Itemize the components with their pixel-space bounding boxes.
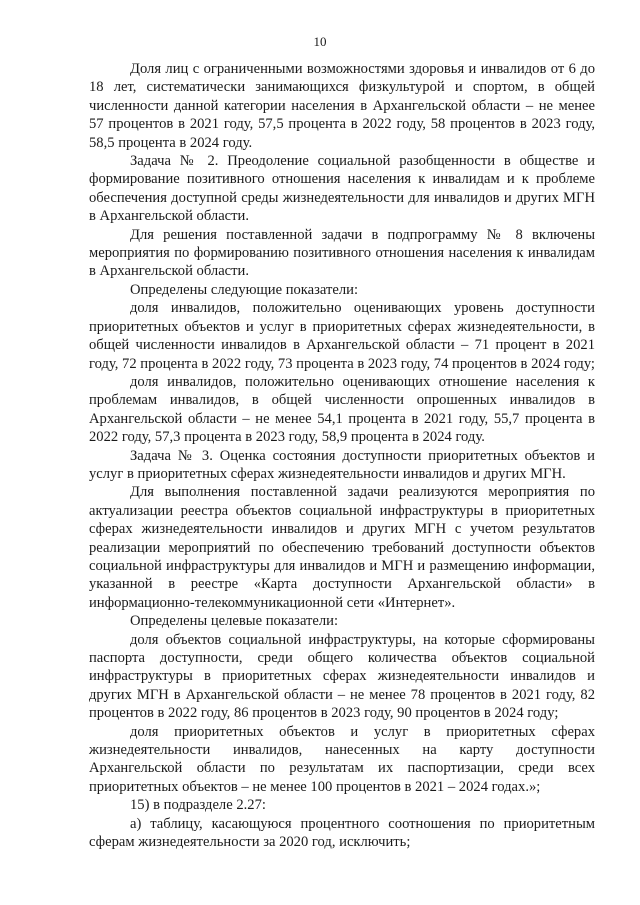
paragraph-accessibility-rating-share: доля инвалидов, положительно оценивающих уровень доступности приоритетных объектов и услуг в приоритетных сферах жизнедеятельности, в общей численности инвалидов в Архангельской области – 71 процент в 2021 году, 72 процента в 2022 году, 73 процента в 2023 году, 74 процентов в 2024 году;: [89, 300, 595, 372]
paragraph-task-2-measures: Для решения поставленной задачи в подпрограмму № 8 включены мероприятия по формированию позитивного отношения населения к инвалидам в Архангельской области.: [89, 226, 595, 280]
document-body: [89, 60, 595, 851]
paragraph-attitude-rating-share: доля инвалидов, положительно оценивающих отношение населения к проблемам инвалидов, в общей численности опрошенных инвалидов в Архангельской области – не менее 54,1 процента в 2021 году, 55,7 процента в 2022 году, 57,3 процента в 2023 году, 58,9 процента в 2024 году.: [89, 373, 595, 446]
paragraph-table-exclusion: а) таблицу, касающуюся процентного соотношения по приоритетным сферам жизнедеятельности за 2020 год, исключить;: [89, 815, 595, 851]
paragraph-indicators-intro: Определены следующие показатели:: [130, 281, 359, 298]
paragraph-passport-share: доля объектов социальной инфраструктуры, на которые сформированы паспорта доступности, среди общего количества объектов социальной инфраструктуры в приоритетных сферах жизнедеятельности инвалидов и других МГН в Архангельской области – не менее 78 процентов в 2021 году, 82 процентов в 2022 году, 86 процентов в 2023 году, 90 процентов в 2024 году;: [89, 631, 595, 722]
page-number: 10: [313, 34, 327, 49]
paragraph-subsection-2-27: 15) в подразделе 2.27:: [130, 797, 266, 814]
paragraph-map-share: доля приоритетных объектов и услуг в приоритетных сферах жизнедеятельности инвалидов, нанесенных на карту доступности Архангельской области по результатам их паспортизации, среди всех приоритетных объектов – не менее 100 процентов в 2021 – 2024 годах.»;: [89, 723, 595, 795]
paragraph-task-2-heading: Задача № 2. Преодоление социальной разобщенности в обществе и формирование позитивного отношения населения к инвалидам и к проблеме обеспечения доступной среды жизнедеятельности для инвалидов и других МГН в Архангельской области.: [89, 153, 595, 225]
paragraph-task-3-measures: Для выполнения поставленной задачи реализуются мероприятия по актуализации реестра объектов социальной инфраструктуры в приоритетных сферах жизнедеятельности инвалидов и других МГН с учетом результатов реализации мероприятий по обеспечению требований доступности объектов социальной инфраструктуры для инвалидов и МГН и размещению информации, указанной в реестре «Карта доступности Архангельской области» в информационно-телекоммуникационной сети «Интернет».: [89, 484, 595, 611]
paragraph-task-3-heading: Задача № 3. Оценка состояния доступности приоритетных объектов и услуг в приоритетных сферах жизнедеятельности инвалидов и других МГН.: [89, 447, 595, 482]
paragraph-disabled-youth-sport-share: Доля лиц с ограниченными возможностями здоровья и инвалидов от 6 до 18 лет, систематически занимающихся физкультурой и спортом, в общей численности данной категории населения в Архангельской области – не менее 57 процентов в 2021 году, 57,5 процента в 2022 году, 58 процентов в 2023 году, 58,5 процента в 2024 году.: [89, 61, 595, 151]
paragraph-target-indicators-intro: Определены целевые показатели:: [130, 613, 339, 630]
